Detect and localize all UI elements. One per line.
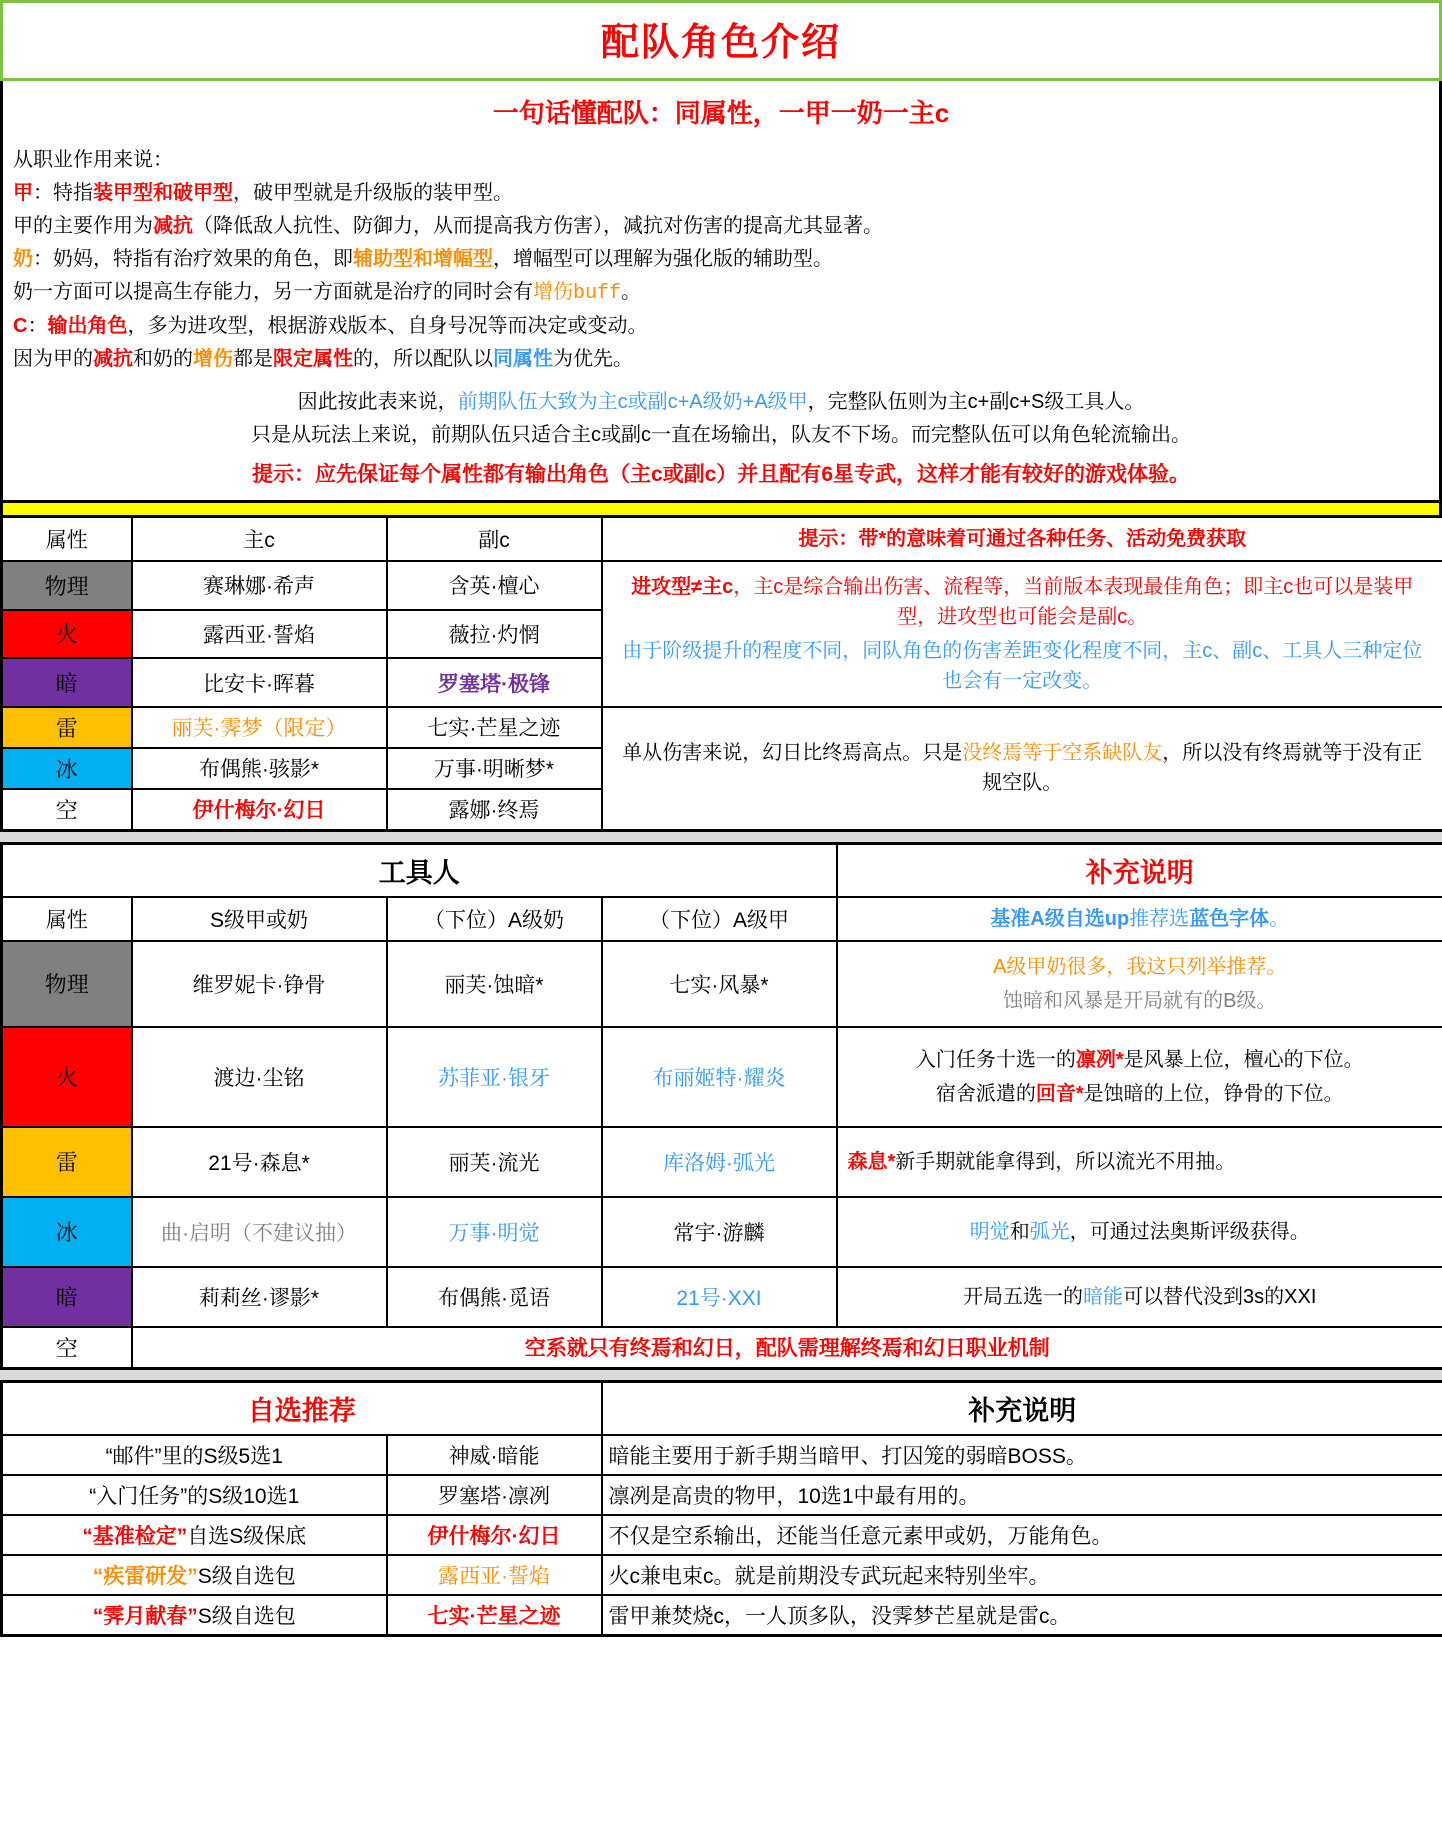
c-l2-c: 和奶的 <box>133 348 193 371</box>
intro-center-line1 <box>13 377 1429 418</box>
intro-section <box>0 81 1442 503</box>
pick-source-4 <box>2 1555 387 1595</box>
table2-note-orange <box>837 941 1442 1027</box>
nai-l2-c: 。 <box>621 281 642 304</box>
main-c-fire: 露西亚·誓焰 <box>132 610 387 659</box>
th-a-jia: （下位）A级甲 <box>602 897 837 941</box>
center1-c: ，完整队伍则为主c+副c+S级工具人。 <box>807 391 1145 414</box>
note2-blue-b: 推荐选 <box>1129 907 1190 930</box>
main-c-void: 伊什梅尔·幻日 <box>132 789 387 831</box>
note2-gray-text: 蚀暗和风暴是开局就有的B级。 <box>1003 989 1277 1012</box>
nai-l2-a: 奶一方面可以提高生存能力，另一方面就是治疗的同时会有 <box>13 281 533 304</box>
tool-an-fire: 苏菲亚·银牙 <box>387 1027 602 1127</box>
note1-p2: 由于阶级提升的程度不同，同队角色的伤害差距变化程度不同，主c、副c、工具人三种定位也会有一定改变。 <box>622 639 1423 692</box>
attr-void: 空 <box>2 789 132 831</box>
note1-p1-b: ，主c是综合输出伤害、流程等，当前版本表现最佳角色；即主c也可以是装甲型，进攻型也可能会是副c。 <box>733 575 1414 628</box>
tool-an-physical: 丽芙·蚀暗* <box>387 941 602 1027</box>
main-c-physical: 赛琳娜·希声 <box>132 561 387 610</box>
table-row <box>2 843 1442 897</box>
note2-ice-c: 弧光 <box>1029 1220 1070 1243</box>
c-l2-i: 为优先。 <box>553 348 633 371</box>
self-pick-table <box>0 1380 1442 1637</box>
note1-p3-c: ，所以没有终焉就等于没有正规空队。 <box>982 742 1423 795</box>
attr-physical: 物理 <box>2 561 132 610</box>
attr-dark-2: 暗 <box>2 1267 132 1327</box>
c-l1-a: ： <box>27 315 48 338</box>
c-l2-a: 因为甲的 <box>13 348 93 371</box>
void-row-note: 空系就只有终焉和幻日，配队需理解终焉和幻日职业机制 <box>132 1327 1442 1369</box>
note1-p1 <box>613 572 1433 632</box>
jia-l1-b: 装甲型和破甲型 <box>93 182 233 205</box>
pick-source-4-tail: S级自选包 <box>197 1564 296 1588</box>
note2-dark-b: 暗能 <box>1083 1285 1124 1308</box>
nai-label: 奶 <box>13 248 33 271</box>
intro-nai-line2 <box>13 277 1429 309</box>
table1-note-2 <box>602 707 1442 831</box>
note2-fire-1b: 凛冽* <box>1075 1048 1124 1071</box>
table2-note-ice <box>837 1197 1442 1267</box>
pick-source-1: “邮件”里的S级5选1 <box>2 1435 387 1475</box>
table1-note-1 <box>602 561 1442 707</box>
jia-label: 甲 <box>13 182 33 205</box>
table-row <box>2 516 1442 561</box>
main-c-thunder: 丽芙·霁梦（限定） <box>132 707 387 748</box>
main-c-table <box>0 515 1442 832</box>
note2-fire-2c: 是蚀暗的上位，铮骨的下位。 <box>1083 1082 1344 1105</box>
yellow-divider <box>0 503 1442 515</box>
center1-b: 前期队伍大致为主c或副c+A级奶+A级甲 <box>457 391 808 414</box>
c-l2-b: 减抗 <box>93 348 133 371</box>
center2: 只是从玩法上来说，前期队伍只适合主c或副c一直在场输出，队友不下场。而完整队伍可以角色轮流输出。 <box>251 424 1191 447</box>
pick-note-3: 不仅是空系输出，还能当任意元素甲或奶，万能角色。 <box>602 1515 1442 1555</box>
tool-section-header: 工具人 <box>2 843 837 897</box>
tool-character-table <box>0 842 1442 1370</box>
note2-blue-a: 基准A级自选up <box>990 907 1130 930</box>
th-attr: 属性 <box>2 516 132 561</box>
pick-source-5-tail: S级自选包 <box>197 1604 296 1628</box>
th-attr-2: 属性 <box>2 897 132 941</box>
attr-thunder-2: 雷 <box>2 1127 132 1197</box>
note1-p3-b: 没终焉等于空系缺队友 <box>962 742 1163 765</box>
pick-char-1: 神威·暗能 <box>387 1435 602 1475</box>
pick-source-3 <box>2 1515 387 1555</box>
tool-aj-dark: 21号·XXI <box>602 1267 837 1327</box>
note2-blue-d: 。 <box>1269 907 1290 930</box>
nai-l1-d: ，增幅型可以理解为强化版的辅助型。 <box>493 248 833 271</box>
table-row <box>2 1327 1442 1369</box>
gray-divider-2 <box>0 1370 1442 1380</box>
intro-c-line1 <box>13 311 1429 342</box>
table-row <box>2 1555 1442 1595</box>
intro-c-line2 <box>13 344 1429 375</box>
tool-aj-thunder: 库洛姆·弧光 <box>602 1127 837 1197</box>
intro-center-line2 <box>13 420 1429 451</box>
jia-l2-a: 甲的主要作用为 <box>13 215 153 238</box>
th-sub-c: 副c <box>387 516 602 561</box>
pick-char-5: 七实·芒星之迹 <box>387 1595 602 1636</box>
note2-fire-p2 <box>848 1079 1433 1109</box>
attr-thunder: 雷 <box>2 707 132 748</box>
table2-note-thunder <box>837 1127 1442 1197</box>
nai-l1-b: 有治疗效果的角色，即 <box>153 248 353 271</box>
tool-aj-physical: 七实·风暴* <box>602 941 837 1027</box>
supplement-section-header: 补充说明 <box>837 843 1442 897</box>
c-l1-c: ，多为进攻型，根据游戏版本、自身号况等而决定或变动。 <box>127 315 648 338</box>
intro-subtitle: 一句话懂配队：同属性，一甲一奶一主c <box>492 98 950 128</box>
sub-c-fire: 薇拉·灼惘 <box>387 610 602 659</box>
c-l2-f: 限定属性 <box>273 348 353 371</box>
attr-void-2: 空 <box>2 1327 132 1369</box>
table-row <box>2 561 1442 610</box>
self-pick-header: 自选推荐 <box>2 1381 602 1435</box>
intro-nai-line1 <box>13 244 1429 275</box>
note2-ice-a: 明觉 <box>969 1220 1010 1243</box>
intro-jia-line1 <box>13 178 1429 209</box>
note1-p1-a: 进攻型≠主c <box>631 575 734 598</box>
note2-orange-text: A级甲奶很多，我这只列举推荐。 <box>993 955 1287 978</box>
sub-c-physical: 含英·檀心 <box>387 561 602 610</box>
pick-source-5 <box>2 1595 387 1636</box>
c-label: C <box>13 315 28 338</box>
sub-c-dark: 罗塞塔·极锋 <box>387 658 602 707</box>
attr-physical-2: 物理 <box>2 941 132 1027</box>
main-c-ice: 布偶熊·骇影* <box>132 748 387 789</box>
nai-l2-b: 增伤buff <box>533 282 622 306</box>
attr-dark: 暗 <box>2 658 132 707</box>
table-row <box>2 1475 1442 1515</box>
gray-divider-1 <box>0 832 1442 842</box>
note1-p3-a: 单从伤害来说，幻日比终焉高点。只是 <box>622 742 963 765</box>
intro-tip: 提示：应先保证每个属性都有输出角色（主c或副c）并且配有6星专武，这样才能有较好的游戏体验。 <box>251 463 1191 487</box>
table-row <box>2 1435 1442 1475</box>
pick-source-3-tail: 自选S级保底 <box>187 1524 307 1548</box>
table-row <box>2 1515 1442 1555</box>
sub-c-thunder: 七实·芒星之迹 <box>387 707 602 748</box>
main-c-dark: 比安卡·晖暮 <box>132 658 387 707</box>
note2-fire-1a: 入门任务十选一的 <box>915 1048 1076 1071</box>
table2-note-blue <box>837 897 1442 941</box>
tool-s-thunder: 21号·森息* <box>132 1127 387 1197</box>
attr-ice-2: 冰 <box>2 1197 132 1267</box>
c-l2-d: 增伤 <box>193 348 233 371</box>
attr-fire-2: 火 <box>2 1027 132 1127</box>
table-row <box>2 897 1442 941</box>
pick-note-2: 凛冽是高贵的物甲，10选1中最有用的。 <box>602 1475 1442 1515</box>
table2-note-dark <box>837 1267 1442 1327</box>
pick-source-4-head: “疾雷研发” <box>92 1564 198 1588</box>
jia-l1-a: ：特指 <box>33 182 93 205</box>
intro-role-line <box>13 145 1429 176</box>
pick-char-3: 伊什梅尔·幻日 <box>387 1515 602 1555</box>
note2-ice-b: 和 <box>1009 1220 1030 1243</box>
tool-an-ice: 万事·明觉 <box>387 1197 602 1267</box>
jia-l2-c: （降低敌人抗性、防御力，从而提高我方伤害），减抗对伤害的提高尤其显著。 <box>193 215 883 238</box>
note2-thunder-b: 新手期就能拿得到，所以流光不用抽。 <box>895 1150 1236 1173</box>
note2-ice-d: ，可通过法奥斯评级获得。 <box>1069 1220 1310 1243</box>
attr-ice: 冰 <box>2 748 132 789</box>
c-l1-b: 输出角色 <box>47 315 128 338</box>
c-l2-g: 的，所以配队以 <box>353 348 493 371</box>
note2-fire-p1 <box>848 1045 1433 1075</box>
note2-thunder-a: 森息* <box>847 1150 896 1173</box>
center1-a: 因此按此表来说， <box>297 391 458 414</box>
table1-note-title: 提示：带*的意味着可通过各种任务、活动免费获取 <box>602 516 1442 561</box>
note2-dark-a: 开局五选一的 <box>963 1285 1084 1308</box>
table-row <box>2 941 1442 1027</box>
pick-char-2: 罗塞塔·凛冽 <box>387 1475 602 1515</box>
table-row <box>2 1381 1442 1435</box>
tool-an-thunder: 丽芙·流光 <box>387 1127 602 1197</box>
table-row <box>2 1595 1442 1636</box>
table2-note-fire <box>837 1027 1442 1127</box>
table-row <box>2 1027 1442 1127</box>
jia-l1-c: ，破甲型就是升级版的装甲型。 <box>233 182 513 205</box>
pick-note-5: 雷甲兼焚烧c，一人顶多队，没霁梦芒星就是雷c。 <box>602 1595 1442 1636</box>
tool-aj-ice: 常宇·游麟 <box>602 1197 837 1267</box>
table-row <box>2 1127 1442 1197</box>
nai-l1-c: 辅助型和增幅型 <box>353 248 493 271</box>
tool-s-dark: 莉莉丝·谬影* <box>132 1267 387 1327</box>
tool-an-dark: 布偶熊·觅语 <box>387 1267 602 1327</box>
note2-dark-c: 可以替代没到3s的XXI <box>1123 1285 1317 1308</box>
table-row <box>2 1197 1442 1267</box>
attr-fire: 火 <box>2 610 132 659</box>
table-row <box>2 707 1442 748</box>
pick-note-4: 火c兼电束c。就是前期没专武玩起来特别坐牢。 <box>602 1555 1442 1595</box>
pick-note-1: 暗能主要用于新手期当暗甲、打囚笼的弱暗BOSS。 <box>602 1435 1442 1475</box>
supplement-header-3: 补充说明 <box>602 1381 1442 1435</box>
th-s-tier: S级甲或奶 <box>132 897 387 941</box>
table-row <box>2 1267 1442 1327</box>
th-a-nai: （下位）A级奶 <box>387 897 602 941</box>
jia-l2-b: 减抗 <box>153 215 193 238</box>
tool-aj-fire: 布丽姬特·耀炎 <box>602 1027 837 1127</box>
c-l2-h: 同属性 <box>493 348 553 371</box>
th-main-c: 主c <box>132 516 387 561</box>
c-l2-e: 都是 <box>233 348 273 371</box>
note2-fire-2b: 回音* <box>1035 1082 1084 1105</box>
pick-char-4: 露西亚·誓焰 <box>387 1555 602 1595</box>
note2-fire-1c: 是风暴上位，檀心的下位。 <box>1123 1048 1364 1071</box>
intro-role-text: 从职业作用来说： <box>13 149 173 172</box>
note2-blue-c: 蓝色字体 <box>1189 907 1270 930</box>
tool-s-physical: 维罗妮卡·铮骨 <box>132 941 387 1027</box>
note1-p3 <box>613 738 1433 798</box>
sub-c-void: 露娜·终焉 <box>387 789 602 831</box>
pick-source-3-head: “基准检定” <box>82 1524 188 1548</box>
intro-jia-line2 <box>13 211 1429 242</box>
page-title: 配队角色介绍 <box>600 22 841 64</box>
pick-source-5-head: “霁月献春” <box>92 1604 198 1628</box>
nai-l1-a: ：奶妈，特指 <box>33 248 153 271</box>
page-title-bar <box>0 0 1442 81</box>
note2-fire-2a: 宿舍派遣的 <box>935 1082 1036 1105</box>
pick-source-2: “入门任务”的S级10选1 <box>2 1475 387 1515</box>
sub-c-ice: 万事·明晰梦* <box>387 748 602 789</box>
tool-s-fire: 渡边·尘铭 <box>132 1027 387 1127</box>
tool-s-ice: 曲·启明（不建议抽） <box>132 1197 387 1267</box>
